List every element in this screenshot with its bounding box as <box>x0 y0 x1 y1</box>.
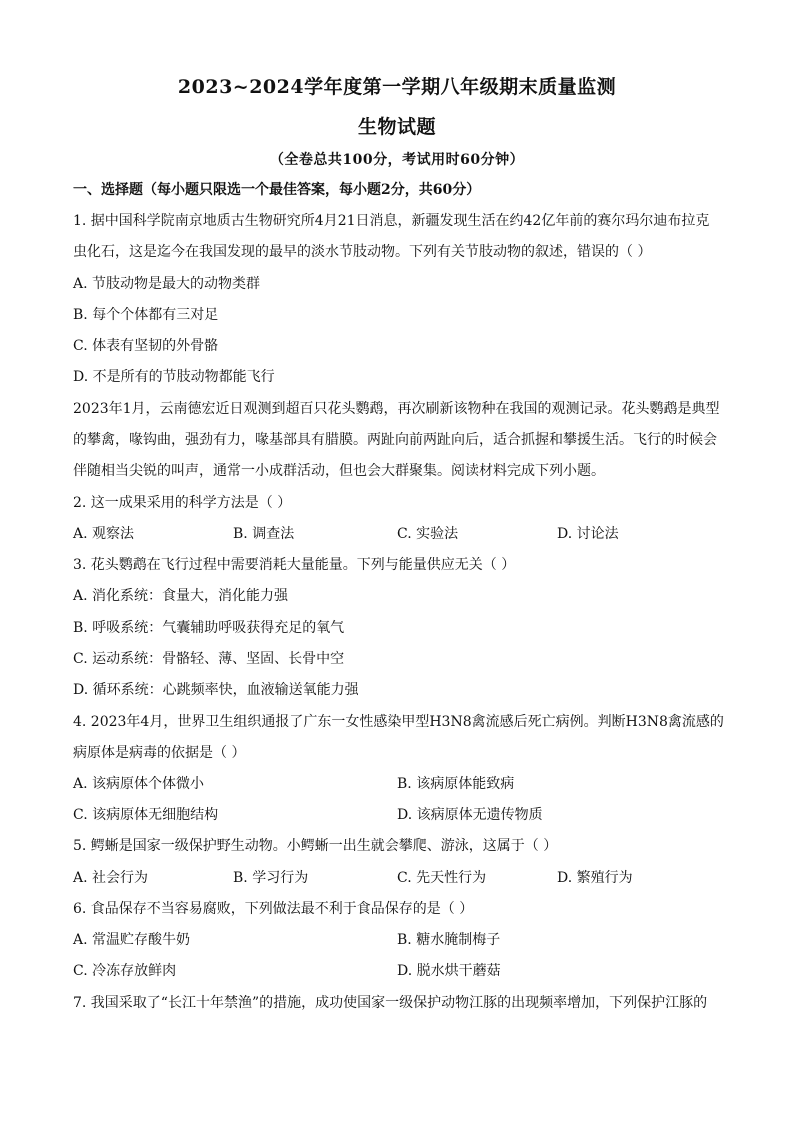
q2-option-c: C. 实验法 <box>397 526 459 542</box>
q4-stem-line2: 病原体是病毒的依据是（ ） <box>73 745 246 761</box>
q6-stem: 6. 食品保存不当容易腐败，下列做法最不利于食品保存的是（ ） <box>73 901 474 917</box>
q4-option-b: B. 该病原体能致病 <box>397 776 515 792</box>
q5-option-a: A. 社会行为 <box>73 870 149 886</box>
q4-option-d: D. 该病原体无遗传物质 <box>397 807 543 823</box>
q2-option-b: B. 调查法 <box>233 526 295 542</box>
q3-option-d: D. 循环系统：心跳频率快，血液输送氧能力强 <box>73 682 359 698</box>
q4-option-a: A. 该病原体个体微小 <box>73 776 205 792</box>
q3-option-c: C. 运动系统：骨骼轻、薄、坚固、长骨中空 <box>73 651 345 667</box>
q6-option-c: C. 冷冻存放鲜肉 <box>73 963 177 979</box>
q2-option-d: D. 讨论法 <box>557 526 619 542</box>
material-line3: 伴随相当尖锐的叫声，通常一小成群活动，但也会大群聚集。阅读材料完成下列小题。 <box>73 463 605 479</box>
q3-stem: 3. 花头鹦鹉在飞行过程中需要消耗大量能量。下列与能量供应无关（ ） <box>73 557 516 573</box>
q1-stem-line2: 虫化石，这是迄今在我国发现的最早的淡水节肢动物。下列有关节肢动物的叙述，错误的（ ） <box>73 244 652 260</box>
section-heading: 一、选择题（每小题只限选一个最佳答案，每小题2分，共60分） <box>73 182 481 198</box>
exam-note: （全卷总共100分，考试用时60分钟） <box>269 152 525 168</box>
exam-title: 2023~2024学年度第一学期八年级期末质量监测 <box>177 76 617 98</box>
q5-option-d: D. 繁殖行为 <box>557 870 633 886</box>
q6-option-d: D. 脱水烘干蘑菇 <box>397 963 501 979</box>
q3-option-a: A. 消化系统：食量大，消化能力强 <box>73 588 289 604</box>
q1-stem-line1: 1. 据中国科学院南京地质古生物研究所4月21日消息，新疆发现生活在约42亿年前的赛尔玛尔迪布拉克 <box>73 213 710 229</box>
q6-option-b: B. 糖水腌制梅子 <box>397 932 501 948</box>
q6-option-a: A. 常温贮存酸牛奶 <box>73 932 191 948</box>
q5-option-c: C. 先天性行为 <box>397 870 487 886</box>
q7-stem-line1: 7. 我国采取了“长江十年禁渔”的措施，成功使国家一级保护动物江豚的出现频率增加，下列保护江豚的 <box>73 995 708 1011</box>
material-line2: 的攀禽，喙钩曲，强劲有力，喙基部具有腊膜。两趾向前两趾向后，适合抓握和攀援生活。飞行的时候会 <box>73 432 717 448</box>
q3-option-b: B. 呼吸系统：气囊辅助呼吸获得充足的氧气 <box>73 620 345 636</box>
q1-option-d: D. 不是所有的节肢动物都能飞行 <box>73 369 275 385</box>
q1-option-c: C. 体表有坚韧的外骨骼 <box>73 338 219 354</box>
q1-option-b: B. 每个个体都有三对足 <box>73 307 219 323</box>
q4-option-c: C. 该病原体无细胞结构 <box>73 807 219 823</box>
q1-option-a: A. 节肢动物是最大的动物类群 <box>73 276 261 292</box>
q5-option-b: B. 学习行为 <box>233 870 309 886</box>
material-line1: 2023年1月，云南德宏近日观测到超百只花头鹦鹉，再次刷新该物种在我国的观测记录。花头鹦鹉是典型 <box>73 401 720 417</box>
subject-title: 生物试题 <box>357 116 436 138</box>
q2-stem: 2. 这一成果采用的科学方法是（ ） <box>73 495 292 511</box>
q2-option-a: A. 观察法 <box>73 526 135 542</box>
q4-stem-line1: 4. 2023年4月，世界卫生组织通报了广东一女性感染甲型H3N8禽流感后死亡病例。判断H3N8禽流感的 <box>73 714 724 730</box>
q5-stem: 5. 鳄蜥是国家一级保护野生动物。小鳄蜥一出生就会攀爬、游泳，这属于（ ） <box>73 838 558 854</box>
